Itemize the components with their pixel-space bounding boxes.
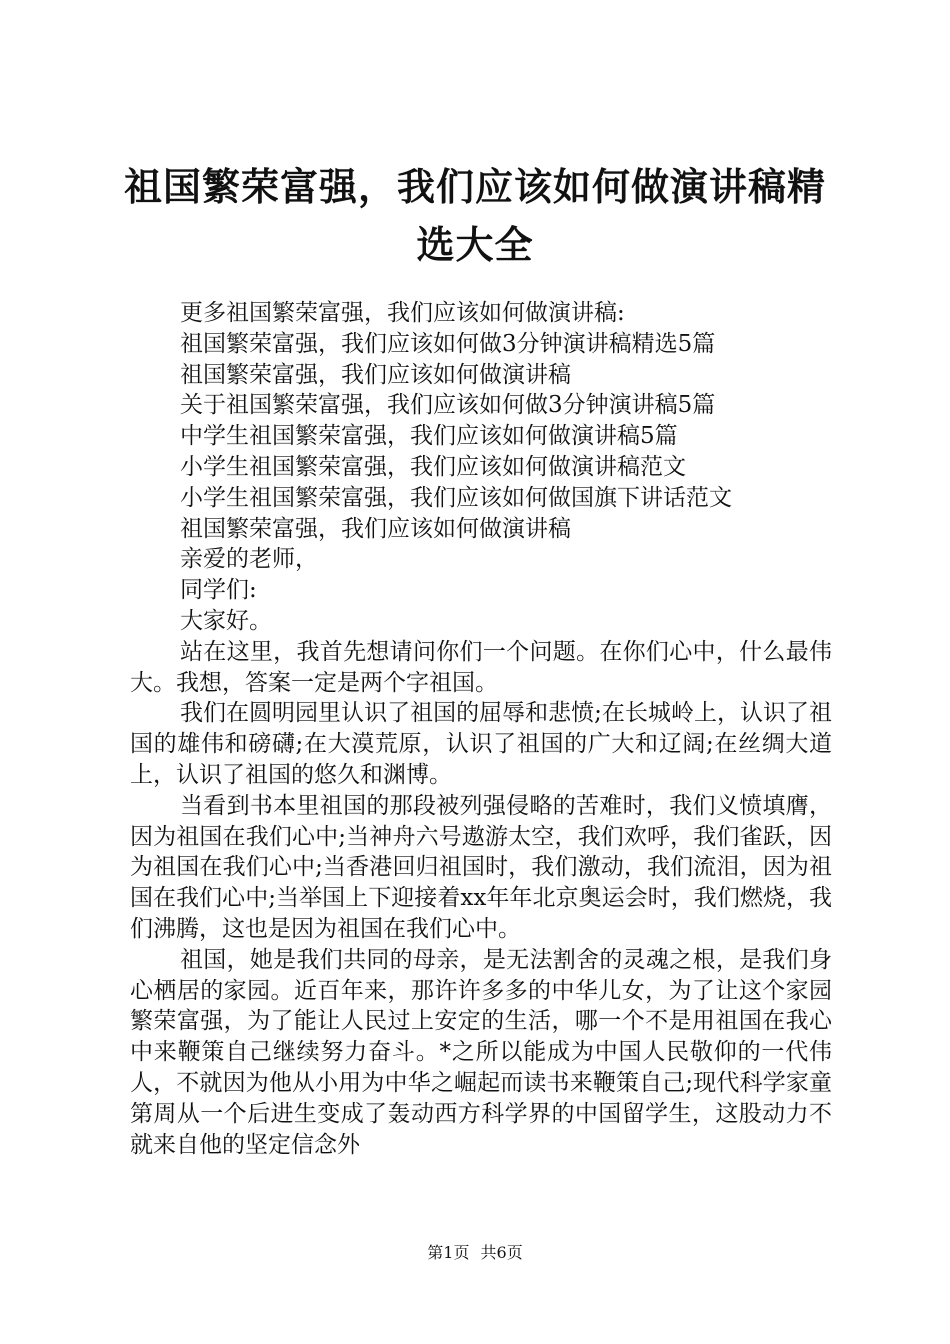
page-total: 共6页 (480, 1243, 523, 1262)
body-paragraph: 我们在圆明园里认识了祖国的屈辱和悲愤;在长城岭上，认识了祖国的雄伟和磅礴;在大漠荒原，认识了祖国的广大和辽阔;在丝绸大道上，认识了祖国的悠久和渊博。 (130, 700, 832, 788)
page-footer (0, 1242, 950, 1264)
salutation-line: 同学们: (180, 577, 257, 604)
document-body (130, 298, 832, 1160)
body-line: 小学生祖国繁荣富强，我们应该如何做演讲稿范文 (180, 453, 686, 480)
document-title: 祖国繁荣富强，我们应该如何做演讲稿精选大全 (123, 164, 826, 267)
body-paragraph: 当看到书本里祖国的那段被列强侵略的苦难时，我们义愤填膺，因为祖国在我们心中;当神舟六号遨游太空，我们欢呼，我们雀跃，因为祖国在我们心中;当香港回归祖国时，我们激动，我们流泪，因为祖国在我们心中;当举国上下迎接着xx年年北京奥运会时，我们燃烧，我们沸腾，这也是因为祖国在我们心中。 (130, 792, 832, 942)
page-number: 第1页 (427, 1243, 470, 1262)
body-line: 祖国繁荣富强，我们应该如何做演讲稿 (180, 515, 571, 542)
body-line: 中学生祖国繁荣富强，我们应该如何做演讲稿5篇 (180, 423, 678, 450)
body-line: 小学生祖国繁荣富强，我们应该如何做国旗下讲话范文 (180, 484, 732, 511)
body-line: 更多祖国繁荣富强，我们应该如何做演讲稿: (180, 300, 625, 326)
body-line: 祖国繁荣富强，我们应该如何做演讲稿 (180, 361, 571, 388)
salutation-line: 亲爱的老师， (180, 546, 318, 573)
greeting-line: 大家好。 (180, 607, 272, 634)
body-paragraph: 祖国，她是我们共同的母亲，是无法割舍的灵魂之根，是我们身心栖居的家园。近百年来，那许许多多的中华儿女，为了让这个家园繁荣富强，为了能让人民过上安定的生活，哪一个不是用祖国在我心中来鞭策自己继续努力奋斗。*之所以能成为中国人民敬仰的一代伟人，不就因为他从小用为中华之崛起而读书来鞭策自己;现代科学家童第周从一个后进生变成了轰动西方科学界的中国留学生，这股动力不就来自他的坚定信念外 (130, 946, 832, 1158)
body-line: 关于祖国繁荣富强，我们应该如何做3分钟演讲稿5篇 (180, 392, 716, 419)
body-paragraph: 站在这里，我首先想请问你们一个问题。在你们心中，什么最伟大。我想，答案一定是两个字祖国。 (130, 638, 832, 696)
body-line: 祖国繁荣富强，我们应该如何做3分钟演讲稿精选5篇 (180, 330, 716, 357)
